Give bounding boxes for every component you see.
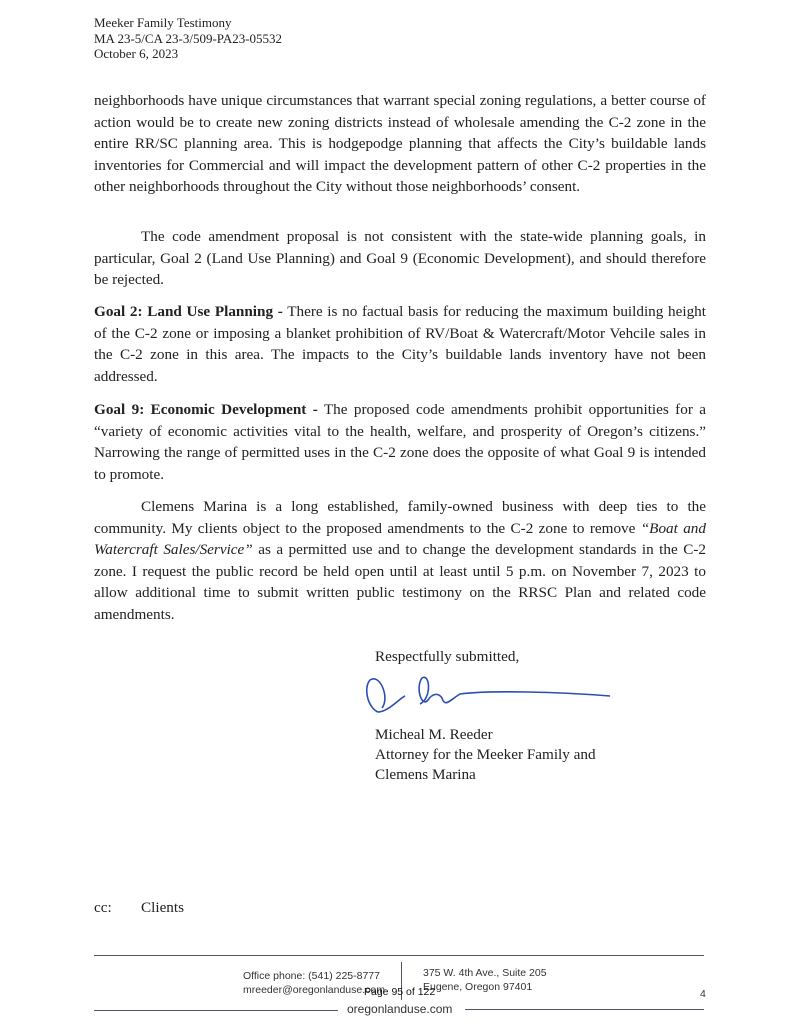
paragraph-5-italic: “Boat and Watercraft Sales/Service” xyxy=(94,519,706,559)
goal-9-heading: Goal 9: Economic Development - xyxy=(94,401,318,418)
paragraph-5-text-a: Clemens Marina is a long established, family-owned business with deep ties to the community. My clients object to the proposed amendments to the C-2 zone to remove xyxy=(94,498,706,537)
letter-header xyxy=(94,15,282,62)
closing: Respectfully submitted, xyxy=(375,648,520,665)
footer-website: oregonlanduse.com xyxy=(347,1002,453,1016)
footer-bottom-rule-right xyxy=(465,1009,704,1010)
header-case-number: MA 23-5/CA 23-3/509-PA23-05532 xyxy=(94,30,283,46)
goal-2-paragraph xyxy=(94,301,706,387)
paragraph-5 xyxy=(94,496,706,626)
signatory-title: Attorney for the Meeker Family and xyxy=(375,746,596,763)
signatory-name: Micheal M. Reeder xyxy=(375,726,493,743)
goal-2-text: There is no factual basis for reducing the maximum building height of the C-2 zone or imposing a blanket prohibition of RV/Boat & Watercraft/Motor Vehcile sales in the C-2 zone in this area. The impacts to the City’s buildable lands inventory have not been addressed. xyxy=(94,303,706,385)
paragraph-1: neighborhoods have unique circumstances that warrant special zoning regulations, a better course of action would be to create new zoning districts instead of wholesale amending the C-2 zone in the entire RR/SC planning area. This is hodgepodge planning that affects the City’s buildable lands inventories for Commercial and will impact the development pattern of other C-2 properties in the other neighborhoods throughout the City without those neighborhoods’ consent. xyxy=(94,92,706,196)
header-title: Meeker Family Testimony xyxy=(94,15,232,30)
footer-phone: Office phone: (541) 225-8777 xyxy=(243,970,380,982)
footer-email: mreeder@oregonlanduse.com xyxy=(243,984,385,996)
page-number: 4 xyxy=(700,988,706,1000)
header-date: October 6, 2023 xyxy=(94,46,179,61)
paragraph-2: The code amendment proposal is not consistent with the state-wide planning goals, in particular, Goal 2 (Land Use Planning) and Goal 9 (Economic Development), and should therefore be rejected. xyxy=(94,228,706,289)
page-stamp: Page 95 of 122 xyxy=(364,986,436,998)
signatory-org: Clemens Marina xyxy=(375,766,476,783)
footer-top-rule xyxy=(94,955,704,956)
goal-2-heading: Goal 2: Land Use Planning - xyxy=(94,303,283,320)
goal-9-text: The proposed code amendments prohibit opportunities for a “variety of economic activities vital to the health, welfare, and prosperity of Oregon’s citizens.” Narrowing the range of permitted uses in the C-2 zone does the opposite of what Goal 9 is intended to promote. xyxy=(94,401,707,483)
cc-label: cc: xyxy=(94,899,112,916)
cc-value: Clients xyxy=(141,899,185,916)
paragraph-5-text-b: as a permitted use and to change the development standards in the C-2 zone. I request the public record be held open until at least until 5 p.m. on November 7, 2023 to allow additional time to submit written public testimony on the RRSC Plan and related code amendments. xyxy=(94,541,706,623)
footer-address-line1: 375 W. 4th Ave., Suite 205 xyxy=(423,967,547,979)
footer-bottom-rule-left xyxy=(94,1010,338,1011)
footer-address xyxy=(423,966,547,994)
footer-address-line2: Eugene, Oregon 97401 xyxy=(423,981,533,993)
goal-9-paragraph xyxy=(94,399,706,485)
handwritten-signature xyxy=(360,668,620,720)
